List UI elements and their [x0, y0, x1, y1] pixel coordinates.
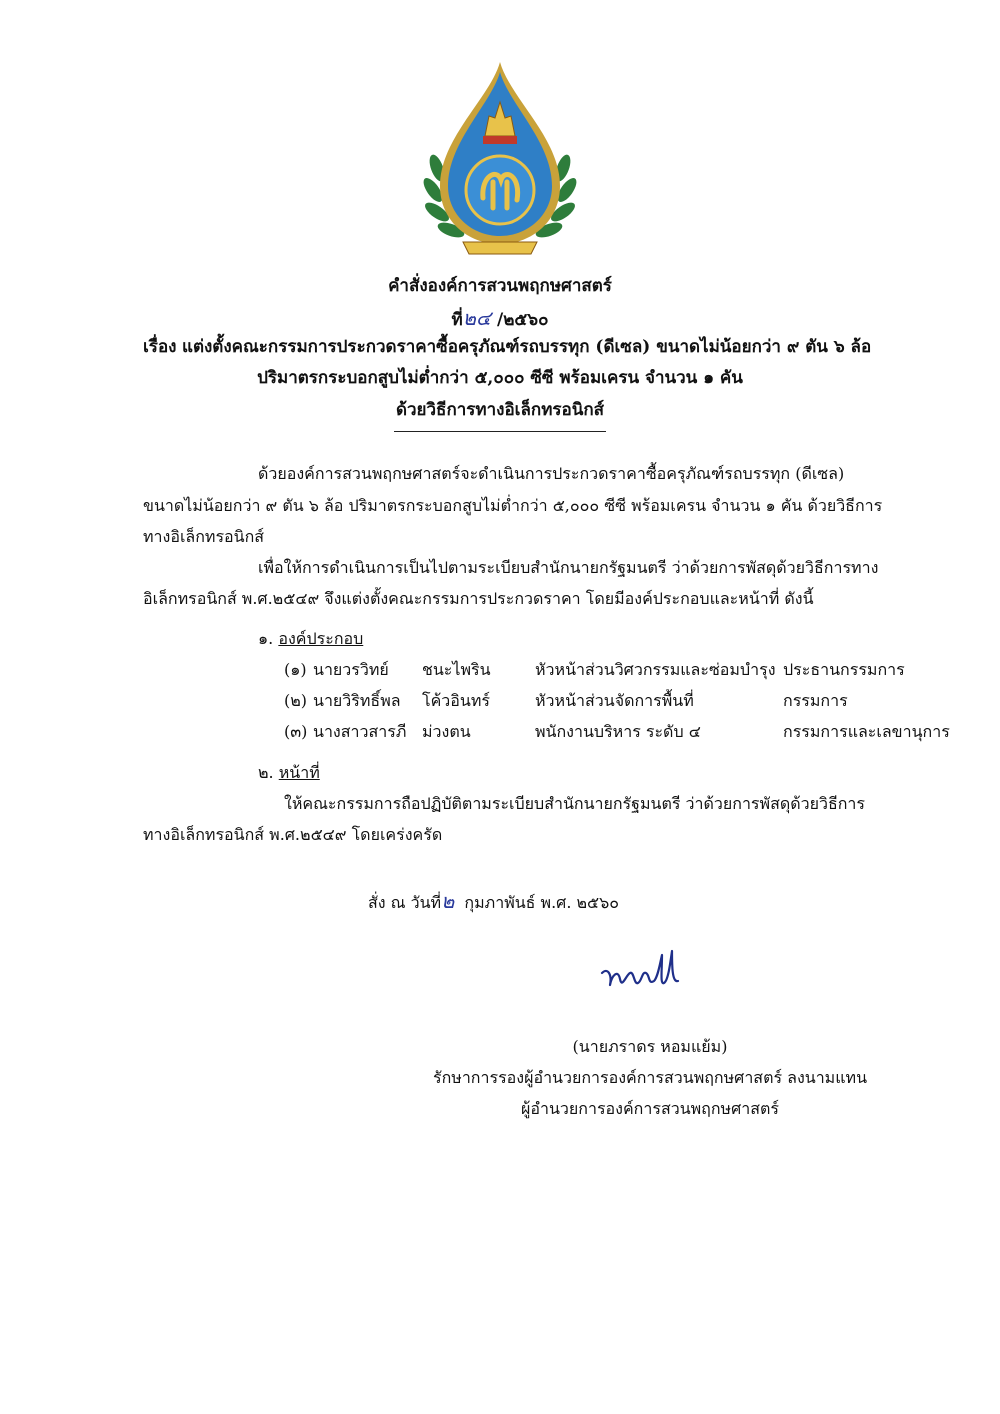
member-1-no: (๑) [284, 660, 307, 679]
paragraph2-line-1: เพื่อให้การดำเนินการเป็นไปตามระเบียบสำนักนายกรัฐมนตรี ว่าด้วยการพัสดุด้วยวิธีการทาง [258, 558, 879, 577]
section2-title: หน้าที่ [278, 763, 320, 782]
member-2-surname: โค้วอินทร์ [422, 691, 490, 710]
order-number-prefix: ที่ [451, 310, 463, 330]
order-date-rest: กุมภาพันธ์ พ.ศ. ๒๕๖๐ [464, 893, 620, 912]
paragraph1-line-1: ด้วยองค์การสวนพฤกษศาสตร์จะดำเนินการประกวดราคาซื้อครุภัณฑ์รถบรรทุก (ดีเซล) [258, 464, 845, 483]
subject-line-1: แต่งตั้งคณะกรรมการประกวดราคาซื้อครุภัณฑ์รถบรรทุก (ดีเซล) ขนาดไม่น้อยกว่า ๙ ตัน ๖ ล้อ [182, 337, 872, 357]
subject-line-2: ปริมาตรกระบอกสูบไม่ต่ำกว่า ๕,๐๐๐ ซีซี พร้อมเครน จำนวน ๑ คัน [257, 368, 743, 388]
section2-heading [258, 761, 320, 786]
section2-number: ๒. [258, 763, 274, 782]
section2-line-1: ให้คณะกรรมการถือปฏิบัติตามระเบียบสำนักนายกรัฐมนตรี ว่าด้วยการพัสดุด้วยวิธีการ [284, 794, 865, 813]
member-1-name: นายวรวิทย์ [313, 660, 389, 679]
subject-label: เรื่อง [143, 337, 177, 357]
order-number [0, 302, 1000, 334]
order-date-prefix: สั่ง ณ วันที่ [368, 893, 442, 912]
order-number-year: /๒๕๖๐ [497, 310, 549, 330]
subject-line-3: ด้วยวิธีการทางอิเล็กทรอนิกส์ [395, 400, 605, 420]
section1-title: องค์ประกอบ [278, 629, 364, 648]
order-title: คำสั่งองค์การสวนพฤกษศาสตร์ [388, 276, 612, 296]
member-2-no: (๒) [284, 691, 308, 710]
member-1-surname: ชนะไพริน [422, 660, 491, 679]
member-3-surname: ม่วงตน [422, 722, 471, 741]
member-3-role: กรรมการและเลขานุการ [783, 722, 950, 741]
paragraph1-line-3: ทางอิเล็กทรอนิกส์ [143, 527, 265, 546]
member-1-position: หัวหน้าส่วนวิศวกรรมและซ่อมบำรุง [535, 660, 776, 679]
paragraph1-line-2: ขนาดไม่น้อยกว่า ๙ ตัน ๖ ล้อ ปริมาตรกระบอกสูบไม่ต่ำกว่า ๕,๐๐๐ ซีซี พร้อมเครน จำนวน ๑ คัน ด้วยวิธีการ [143, 496, 883, 515]
section1-heading [258, 627, 363, 652]
member-2-position: หัวหน้าส่วนจัดการพื้นที่ [535, 691, 694, 710]
order-number-handwritten: ๒๔ [462, 306, 492, 330]
member-2-name: นายวิริทธิ์พล [313, 691, 401, 710]
title-divider [394, 431, 606, 432]
member-3-no: (๓) [284, 722, 308, 741]
handwritten-signature-icon [598, 945, 683, 1000]
signatory-position-line-1: รักษาการรองผู้อำนวยการองค์การสวนพฤกษศาสตร์ ลงนามแทน [432, 1068, 868, 1087]
member-3-position: พนักงานบริหาร ระดับ ๔ [535, 722, 701, 741]
section1-number: ๑. [258, 629, 274, 648]
order-date-day-handwritten: ๒ [441, 889, 455, 913]
signatory-position-line-2: ผู้อำนวยการองค์การสวนพฤกษศาสตร์ [521, 1099, 779, 1118]
member-3-name: นางสาวสารภี [313, 722, 407, 741]
signatory-name: (นายภราดร หอมแย้ม) [572, 1037, 728, 1056]
section2-line-2: ทางอิเล็กทรอนิกส์ พ.ศ.๒๕๔๙ โดยเคร่งครัด [143, 825, 443, 844]
member-2-role: กรรมการ [783, 691, 848, 710]
paragraph2-line-2: อิเล็กทรอนิกส์ พ.ศ.๒๕๔๙ จึงแต่งตั้งคณะกรรมการประกวดราคา โดยมีองค์ประกอบและหน้าที่ ดังนี้ [143, 589, 814, 608]
member-1-role: ประธานกรรมการ [783, 660, 905, 679]
order-date [368, 885, 619, 917]
organization-emblem-icon [415, 58, 585, 258]
